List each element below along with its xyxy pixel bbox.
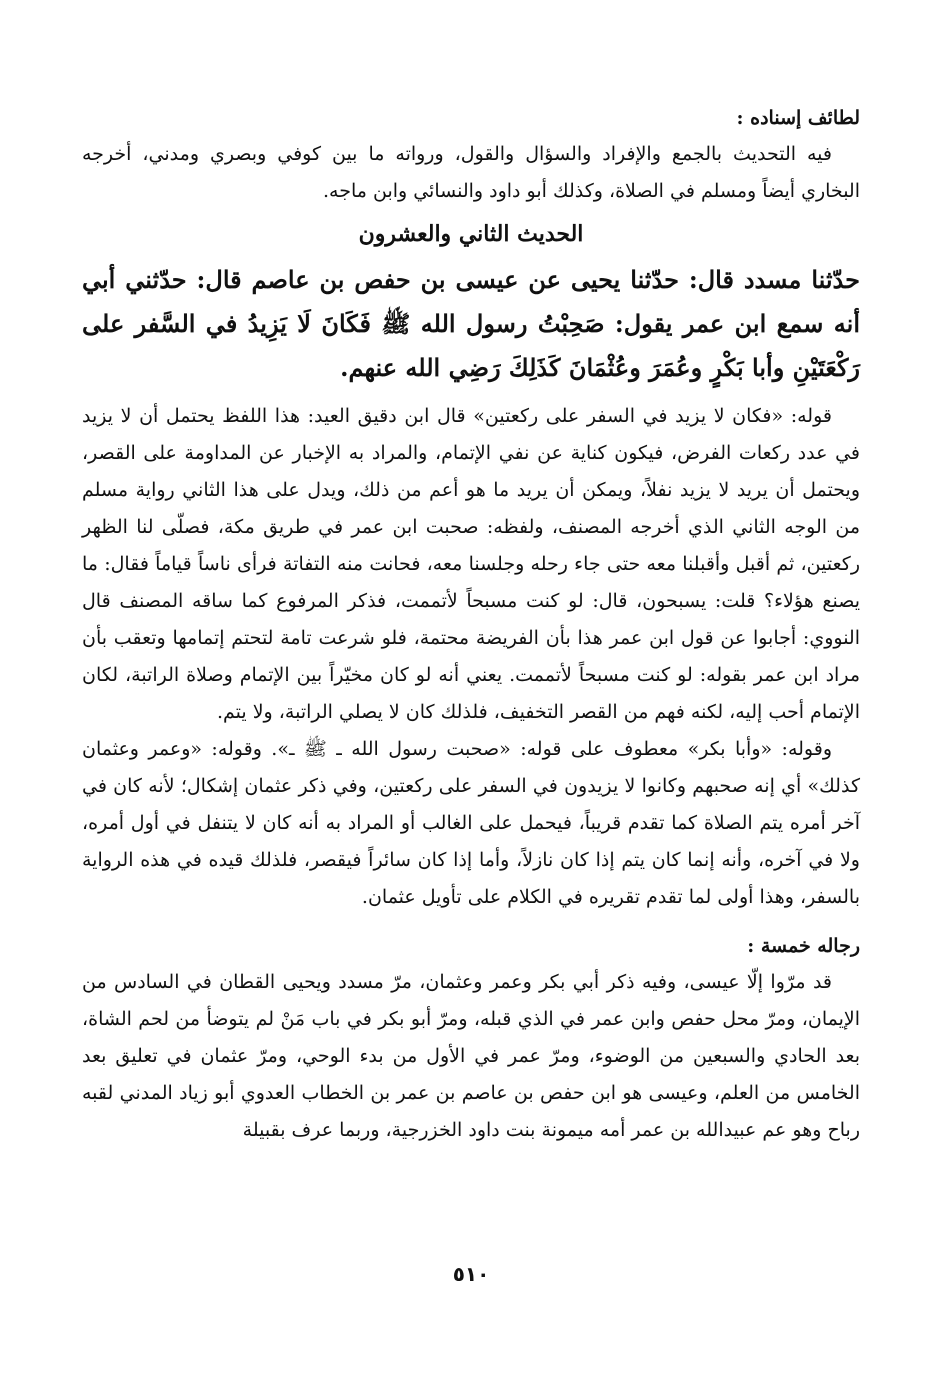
page-content (82, 100, 860, 1149)
hadith-title: الحديث الثاني والعشرون (358, 221, 584, 247)
hadith-text: حدّثنا مسدد قال: حدّثنا يحيى عن عيسى بن حفص بن عاصم قال: حدّثني أبي أنه سمع ابن عمر يقول: صَحِبْتُ رسول الله ﷺ فَكَانَ لَا يَزِيدُ في السَّفر على رَكْعَتَيْنِ وأبا بَكْرٍ وعُمَرَ وعُثْمَانَ كَذَلِكَ رَضِي الله عنهم. (82, 265, 860, 382)
commentary-paragraph-1: قوله: «فكان لا يزيد في السفر على ركعتين» قال ابن دقيق العيد: هذا اللفظ يحتمل أن لا يزيد في عدد ركعات الفرض، فيكون كناية عن نفي الإتمام، والمراد به الإخبار عن المداومة على القصر، ويحتمل أن يريد لا يزيد نفلاً، ويمكن أن يريد ما هو أعم من ذلك، ويدل على هذا الثاني رواية مسلم من الوجه الثاني الذي أخرجه المصنف، ولفظه: صحبت ابن عمر في طريق مكة، فصلّى لنا الظهر ركعتين، ثم أقبل وأقبلنا معه حتى جاء رحله وجلسنا معه، فحانت منه التفاتة فرأى ناساً قياماً فقال: ما يصنع هؤلاء؟ قلت: يسبحون، قال: لو كنت مسبحاً لأتممت، فذكر المرفوع كما ساقه المصنف قال النووي: أجابوا عن قول ابن عمر هذا بأن الفريضة محتمة، فلو شرعت تامة لتحتم إتمامها وتعقب بأن مراد ابن عمر بقوله: لو كنت مسبحاً لأتممت. يعني أنه لو كان مخيّراً بين الإتمام وصلاة الراتبة، لكان الإتمام أحب إليه، لكنه فهم من القصر التخفيف، فلذلك كان لا يصلي الراتبة، ولا يتم. (82, 405, 860, 723)
isnad-section-body: فيه التحديث بالجمع والإفراد والسؤال والقول، ورواته ما بين كوفي وبصري ومدني، أخرجه البخاري أيضاً ومسلم في الصلاة، وكذلك أبو داود والنسائي وابن ماجه. (82, 143, 860, 202)
narrators-section-title: رجاله خمسة : (747, 935, 860, 957)
page-number: ٥١٠ (452, 1262, 490, 1286)
commentary-paragraph-2: وقوله: «وأبا بكر» معطوف على قوله: «صحبت رسول الله ـ ﷺ ـ». وقوله: «وعمر وعثمان كذلك» أي إنه صحبهم وكانوا لا يزيدون في السفر على ركعتين، وفي ذكر عثمان إشكال؛ لأنه كان في آخر أمره يتم الصلاة كما تقدم قريباً، فيحمل على الغالب أو المراد به أنه كان لا يتنفل في أول أمره، ولا في آخره، وأنه إنما كان يتم إذا كان نازلاً، وأما إذا كان سائراً فيقصر، فلذلك قيده في هذه الرواية بالسفر، وهذا أولى لما تقدم تقريره في الكلام على تأويل عثمان. (82, 738, 860, 908)
narrators-section-body: قد مرّوا إلّا عيسى، وفيه ذكر أبي بكر وعمر وعثمان، مرّ مسدد ويحيى القطان في السادس من الإيمان، ومرّ محل حفص وابن عمر في الذي قبله، ومرّ أبو بكر في باب مَنْ لم يتوضأ من لحم الشاة، بعد الحادي والسبعين من الوضوء، ومرّ عمر في الأول من بدء الوحي، ومرّ عثمان في تعليق بعد الخامس من العلم، وعيسى هو ابن حفص بن عاصم بن عمر بن الخطاب العدوي أبو زياد المدني لقبه رباح وهو عم عبيدالله بن عمر أمه ميمونة بنت داود الخزرجية، وربما عرف بقبيلة (82, 971, 860, 1141)
isnad-section-title: لطائف إسناده : (736, 107, 860, 129)
